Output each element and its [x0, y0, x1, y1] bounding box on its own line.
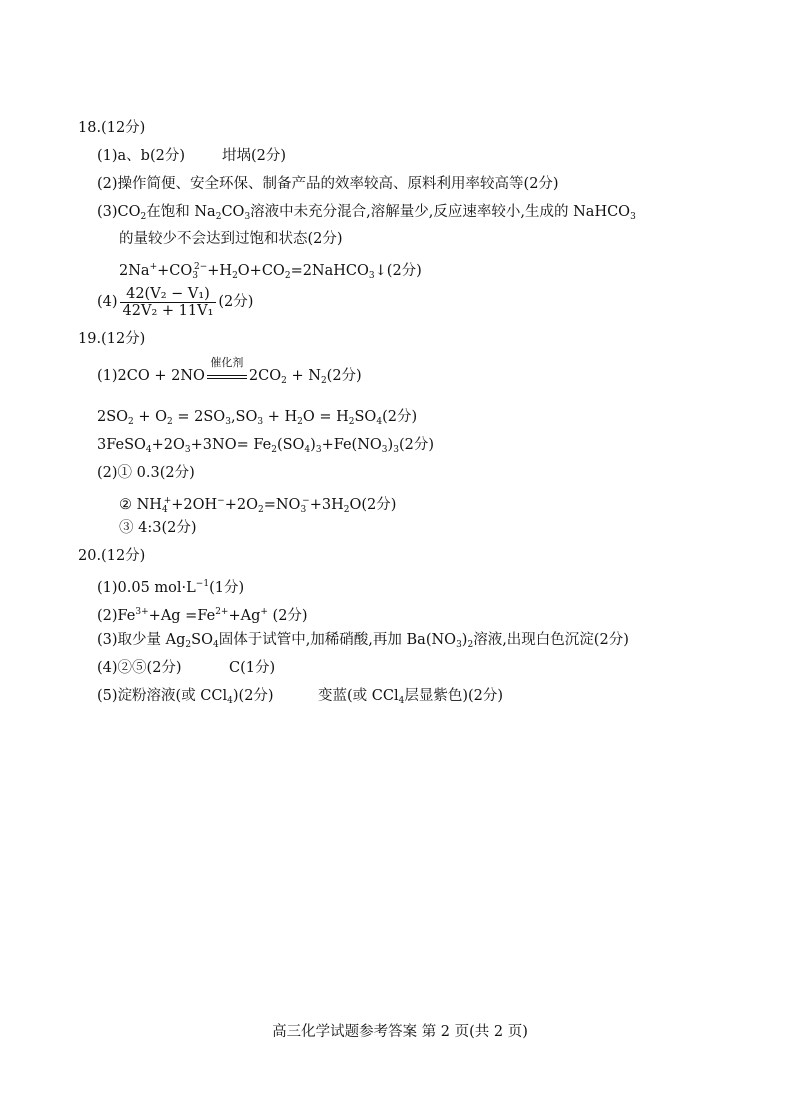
q18-answer-1a: (1)a、b(2分)	[97, 148, 186, 164]
q20-answer-5a: (5)淀粉溶液(或 CCl$_4$)(2分)	[97, 688, 274, 706]
q19-answer-2-3: ③ 4:3(2分)	[119, 520, 197, 536]
q19-header: 19.(12分)	[78, 331, 146, 347]
catalyst-condition: 催化剂	[207, 366, 247, 386]
q20-answer-4b: C(1分)	[229, 660, 276, 676]
q18-answer-4: (4) $\frac{\text{42(V₂ − V₁)}}{\text{42V₂ + 11V₁}}$ (2分)	[97, 285, 254, 319]
q20-answer-3: (3)取少量 $Ag_2SO_4$固体于试管中,加稀硝酸,再加 $Ba(NO_3)_2$溶液,出现白色沉淀(2分)	[97, 632, 629, 650]
q18-equation: $2Na^++CO_3^{2-}+H_2O+CO_2=2NaHCO_3↓(2$分)	[119, 262, 422, 281]
q19-answer-2-2: ② $NH_4^++2OH^-+2O_2=NO_3^-+3H_2O(2$分)	[119, 496, 397, 515]
q19-equation-2: $2SO_2 + O_2 = 2SO_3,SO_3 + H_2O = H_2SO_4(2$分)	[97, 409, 418, 427]
q18-header: 18.(12分)	[78, 120, 146, 136]
q20-answer-5b: 变蓝(或 CCl$_4$层显紫色)(2分)	[318, 688, 504, 706]
q19-answer-1: (1)2CO + 2NO 催化剂 $2CO_2 + N_2(2$分)	[97, 356, 362, 386]
q18-answer-1b: 坩埚(2分)	[222, 148, 287, 164]
q18-fraction: $\frac{\text{42(V₂ − V₁)}}{\text{42V₂ + 11V₁}}$	[120, 286, 217, 319]
page-footer: 高三化学试题参考答案 第 2 页(共 2 页)	[272, 1024, 528, 1040]
q18-answer-3-cont: 的量较少不会达到过饱和状态(2分)	[119, 231, 343, 247]
q18-answer-2: (2)操作简便、安全环保、制备产品的效率较高、原料利用率较高等(2分)	[97, 176, 559, 192]
q19-answer-2-1: (2)① 0.3(2分)	[97, 465, 195, 481]
q19-equation-3: $3FeSO_4+2O_3+3NO= Fe_2(SO_4)_3+Fe(NO_3)_3(2$分)	[97, 437, 434, 455]
q18-answer-1	[97, 146, 185, 166]
q20-answer-1: (1)0.05 $mol\cdot L^{-1}(1$分)	[97, 579, 245, 596]
q20-answer-2: $(2)Fe^{3+}+Ag =Fe^{2+}+Ag^+$ (2分)	[97, 607, 308, 624]
q20-answer-4a: (4)②⑤(2分)	[97, 660, 182, 676]
q18-answer-3: $(3)CO_2$在饱和 $Na_2CO_3$溶液中未充分混合,溶解量少,反应速率较小,生成的 NaHCO$_3$	[97, 204, 636, 222]
q20-header: 20.(12分)	[78, 548, 146, 564]
